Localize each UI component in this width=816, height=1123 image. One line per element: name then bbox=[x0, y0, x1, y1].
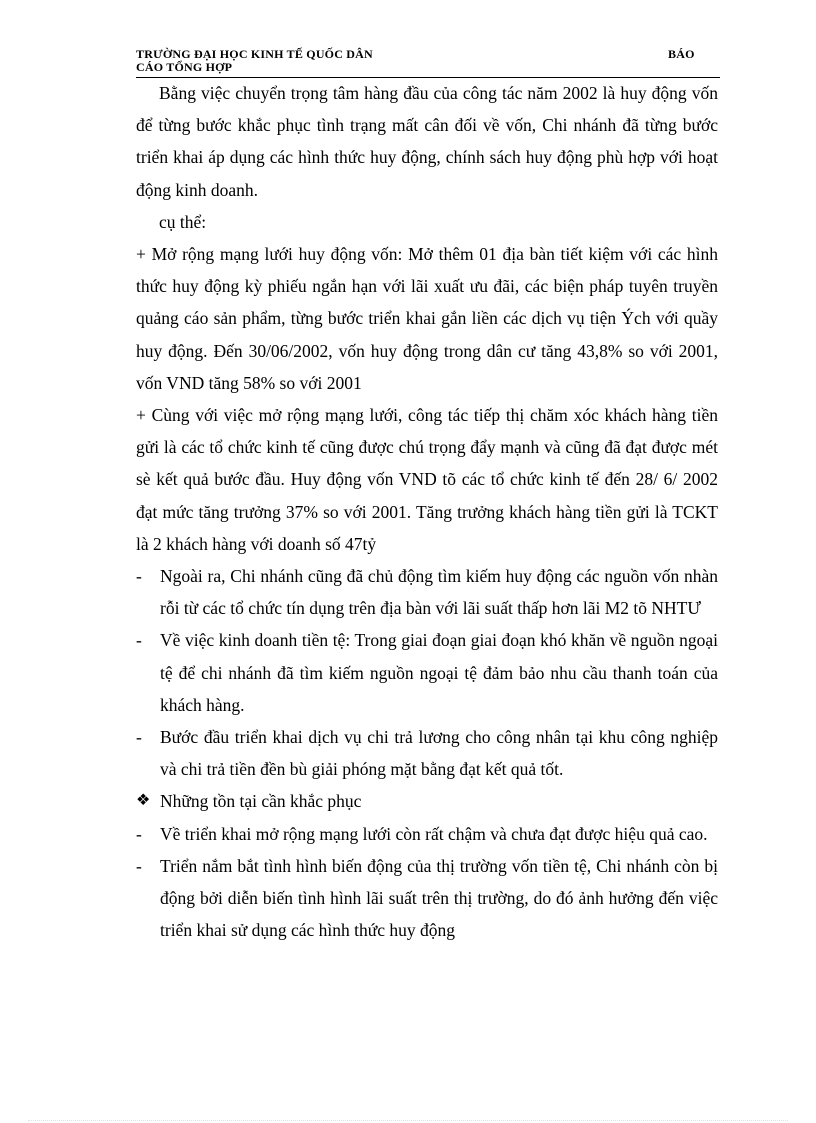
document-body bbox=[136, 77, 718, 946]
list-item-text: Triển nắm bắt tình hình biến động của thị trường vốn tiền tệ, Chi nhánh còn bị động bởi diễn biến tình hình lãi suất trên thị trường, do đó ảnh hưởng đến việc triển khai sử dụng các hình thức huy động bbox=[160, 855, 718, 941]
dash-bullet: - bbox=[136, 823, 142, 844]
list-item-text: Về triển khai mở rộng mạng lưới còn rất chậm và chưa đạt được hiệu quả cao. bbox=[160, 823, 708, 844]
dash-bullet: - bbox=[136, 566, 142, 587]
specific-label: cụ thể: bbox=[159, 211, 207, 232]
list-item bbox=[136, 850, 718, 947]
intro-paragraph: Bằng việc chuyển trọng tâm hàng đầu của công tác năm 2002 là huy động vốn để từng bước khắc phục tình trạng mất cân đối về vốn, Chi nhánh đã từng bước triển khai áp dụng các hình thức huy động, chính sách huy động phù hợp với hoạt động kinh doanh. bbox=[136, 83, 718, 200]
header-report-continued: CÁO TỔNG HỢP bbox=[136, 60, 233, 74]
page-header bbox=[136, 47, 720, 74]
list-item bbox=[136, 560, 718, 624]
header-university: TRƯỜNG ĐẠI HỌC KINH TẾ QUỐC DÂN bbox=[136, 47, 373, 61]
header-report-label: BÁO bbox=[668, 47, 695, 61]
list-item bbox=[136, 818, 718, 850]
footer-dotted-line bbox=[28, 1120, 788, 1121]
list-item-text: Ngoài ra, Chi nhánh cũng đã chủ động tìm kiếm huy động các nguồn vốn nhàn rỗi từ các tổ chức tín dụng trên địa bàn với lãi suất thấp hơn lãi M2 tõ NHTƯ bbox=[160, 566, 718, 619]
list-item-text: Về việc kinh doanh tiền tệ: Trong giai đoạn giai đoạn khó khăn về nguồn ngoại tệ để chi nhánh đã tìm kiếm nguồn ngoại tệ đảm bảo nhu cầu thanh toán của khách hàng. bbox=[160, 630, 718, 715]
customer-marketing-paragraph: + Cùng với việc mở rộng mạng lưới, công tác tiếp thị chăm xóc khách hàng tiền gửi là các tổ chức kinh tế cũng được chú trọng đẩy mạnh và cũng đã đạt được mét sè kết quả bước đầu. Huy động vốn VND tõ các tổ chức kinh tế đến 28/ 6/ 2002 đạt mức tăng trưởng 37% so với 2001. Tăng trưởng khách hàng tiền gửi là TCKT là 2 khách hàng với doanh số 47tỷ bbox=[136, 405, 718, 554]
network-expansion-paragraph: + Mở rộng mạng lưới huy động vốn: Mở thêm 01 địa bàn tiết kiệm với các hình thức huy động kỳ phiếu ngắn hạn với lãi xuất ưu đãi, các biện pháp tuyên truyền quảng cáo sản phẩm, từng bước triển khai gắn liền các dịch vụ tiện Ých với quầy huy động. Đến 30/06/2002, vốn huy động trong dân cư tăng 43,8% so với 2001, vốn VND tăng 58% so với 2001 bbox=[136, 244, 718, 393]
section-heading bbox=[136, 785, 718, 817]
dash-bullet: - bbox=[136, 630, 142, 651]
diamond-bullet-icon: ❖ bbox=[136, 792, 151, 810]
dash-bullet: - bbox=[136, 727, 142, 748]
section-heading-text: Những tồn tại cần khắc phục bbox=[160, 791, 362, 812]
list-item-text: Bước đầu triển khai dịch vụ chi trả lương cho công nhân tại khu công nghiệp và chi trả tiền đền bù giải phóng mặt bằng đạt kết quả tốt. bbox=[160, 727, 718, 780]
dash-bullet: - bbox=[136, 855, 142, 876]
list-item bbox=[136, 721, 718, 785]
list-item bbox=[136, 624, 718, 721]
